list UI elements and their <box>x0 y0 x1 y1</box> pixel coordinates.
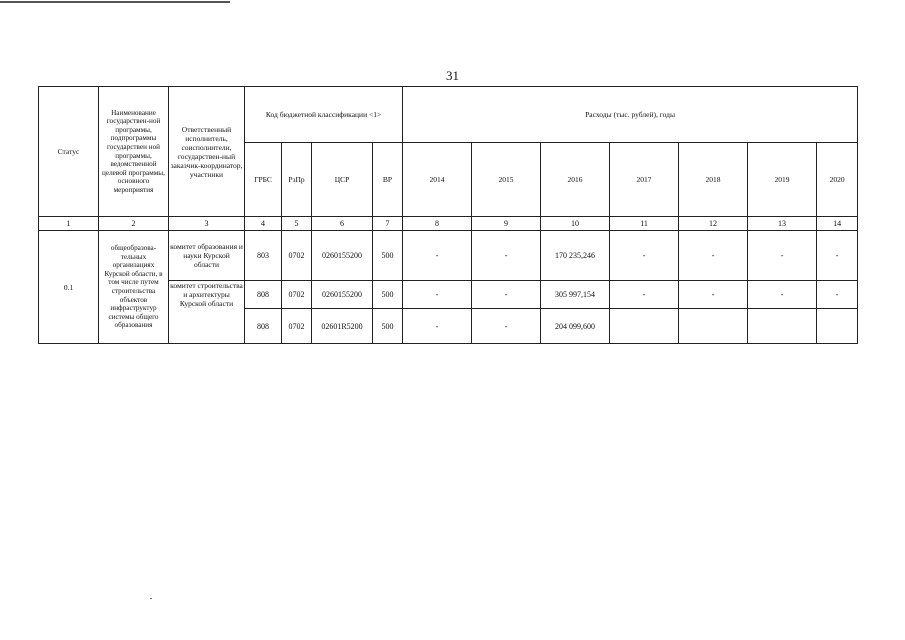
table-row <box>39 231 858 281</box>
column-number-row <box>39 217 858 231</box>
vr-value: 500 <box>373 309 403 344</box>
grbs-value: 803 <box>245 231 282 281</box>
top-border-line <box>0 1 230 3</box>
amount-2014: - <box>403 309 472 344</box>
column-number: 14 <box>817 217 858 231</box>
column-number: 6 <box>312 217 373 231</box>
column-number: 1 <box>39 217 99 231</box>
page-number: 31 <box>446 68 459 83</box>
csr-value: 0260155200 <box>312 231 373 281</box>
status-value: 0.1 <box>39 231 99 344</box>
header-grbs: ГРБС <box>245 143 282 217</box>
column-number: 12 <box>679 217 748 231</box>
csr-value: 02601R5200 <box>312 309 373 344</box>
amount-2015: - <box>472 281 541 309</box>
header-executor: Ответственный исполнитель, соисполнители, государствен-ный заказчик-координатор, участники <box>169 87 245 217</box>
header-year: 2016 <box>541 143 610 217</box>
rzpr-value: 0702 <box>282 231 312 281</box>
column-number: 2 <box>99 217 169 231</box>
header-status: Статус <box>39 87 99 217</box>
header-year: 2017 <box>610 143 679 217</box>
executor-value: комитет образования и науки Курской области <box>169 231 245 281</box>
column-number: 8 <box>403 217 472 231</box>
header-program-name: Наименование государствен-ной программы, подпрограммы государствен ной программы, ведомственной целевой программы, основного мероприятия <box>99 87 169 217</box>
amount-2016: 305 997,154 <box>541 281 610 309</box>
rzpr-value: 0702 <box>282 281 312 309</box>
column-number: 9 <box>472 217 541 231</box>
header-csr: ЦСР <box>312 143 373 217</box>
header-year: 2015 <box>472 143 541 217</box>
column-number: 11 <box>610 217 679 231</box>
column-number: 7 <box>373 217 403 231</box>
header-year: 2018 <box>679 143 748 217</box>
amount-2018: - <box>679 231 748 281</box>
header-vr: ВР <box>373 143 403 217</box>
grbs-value: 808 <box>245 309 282 344</box>
amount-2017: - <box>610 231 679 281</box>
scan-speck <box>150 598 152 599</box>
header-year: 2019 <box>748 143 817 217</box>
column-number: 13 <box>748 217 817 231</box>
column-number: 4 <box>245 217 282 231</box>
header-budget-code: Код бюджетной классификации <1> <box>245 87 403 143</box>
csr-value: 0260155200 <box>312 281 373 309</box>
executor-value: комитет строительства и архитектуры Курской области <box>169 281 245 344</box>
amount-2014: - <box>403 281 472 309</box>
amount-2018: - <box>679 281 748 309</box>
grbs-value: 808 <box>245 281 282 309</box>
budget-table <box>38 86 858 344</box>
vr-value: 500 <box>373 281 403 309</box>
vr-value: 500 <box>373 231 403 281</box>
amount-2017: - <box>610 281 679 309</box>
amount-2019: - <box>748 281 817 309</box>
program-name-text: общеобразова-тельных организациях Курской области, в том числе путем строительства объектов инфраструктур системы общего образования <box>104 244 163 330</box>
amount-2020 <box>817 309 858 344</box>
column-number: 10 <box>541 217 610 231</box>
amount-2017 <box>610 309 679 344</box>
amount-2016: 204 099,600 <box>541 309 610 344</box>
amount-2015: - <box>472 231 541 281</box>
amount-2015: - <box>472 309 541 344</box>
amount-2016: 170 235,246 <box>541 231 610 281</box>
amount-2014: - <box>403 231 472 281</box>
header-expenses: Расходы (тыс. рублей), годы <box>403 87 858 143</box>
amount-2019: - <box>748 231 817 281</box>
amount-2020: - <box>817 231 858 281</box>
column-number: 3 <box>169 217 245 231</box>
header-year: 2014 <box>403 143 472 217</box>
amount-2020: - <box>817 281 858 309</box>
amount-2019 <box>748 309 817 344</box>
column-number: 5 <box>282 217 312 231</box>
header-year: 2020 <box>817 143 858 217</box>
header-rzpr: РзПр <box>282 143 312 217</box>
amount-2018 <box>679 309 748 344</box>
program-name-value <box>99 231 169 344</box>
rzpr-value: 0702 <box>282 309 312 344</box>
